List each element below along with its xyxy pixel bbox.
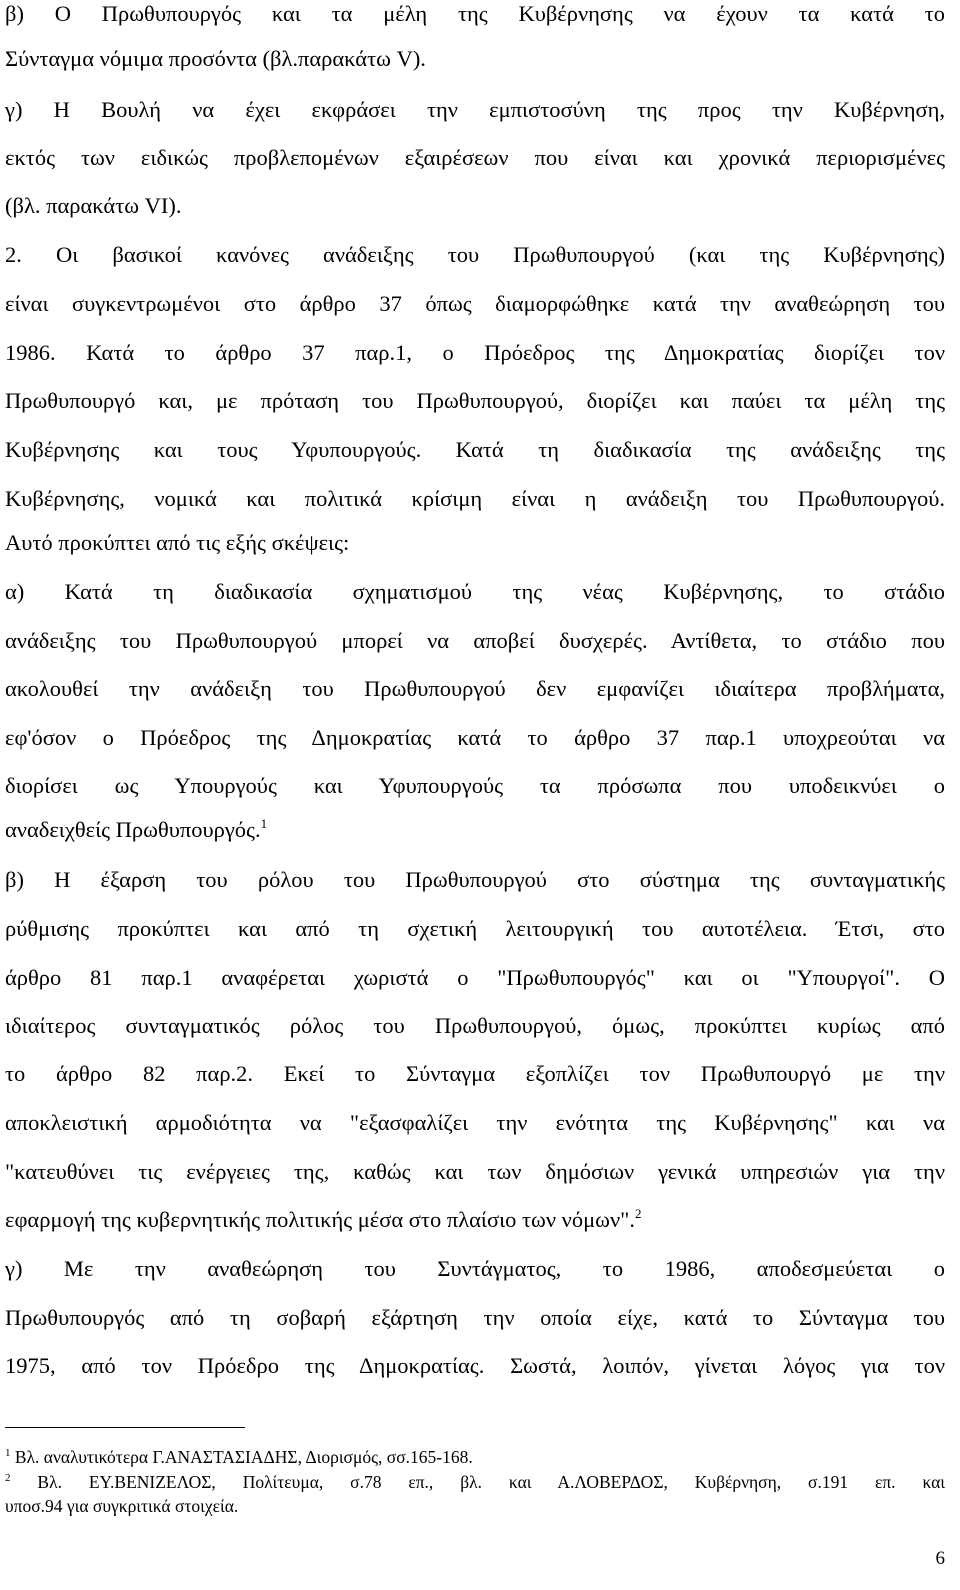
body-line: α) Κατά τη διαδικασία σχηματισμού της νέας Κυβέρνησης, το στάδιο	[5, 579, 945, 604]
footnote	[5, 1471, 945, 1493]
body-line: Αυτό προκύπτει από τις εξής σκέψεις:	[5, 530, 350, 555]
body-line: Κυβέρνησης, νομικά και πολιτικά κρίσιμη είναι η ανάδειξη του Πρωθυπουργού.	[5, 486, 945, 511]
footnote-text: Βλ. αναλυτικότερα Γ.ΑΝΑΣΤΑΣΙΑΔΗΣ, Διορισμός, σσ.165-168.	[14, 1447, 473, 1467]
body-line: 2. Οι βασικοί κανόνες ανάδειξης του Πρωθυπουργού (και της Κυβέρνησης)	[5, 242, 945, 267]
body-line: 1975, από τον Πρόεδρο της Δημοκρατίας. Σωστά, λοιπόν, γίνεται λόγος για τον	[5, 1353, 945, 1378]
footnote-text: Βλ. ΕΥ.ΒΕΝΙΖΕΛΟΣ, Πολίτευμα, σ.78 επ., βλ. και Α.ΛΟΒΕΡΔΟΣ, Κυβέρνηση, σ.191 επ. και	[37, 1472, 945, 1492]
footnote-mark: 1	[5, 1447, 11, 1459]
body-line: "κατευθύνει τις ενέργειες της, καθώς και των δημόσιων γενικά υπηρεσιών για την	[5, 1159, 945, 1184]
page-number: 6	[935, 1548, 945, 1569]
body-line: ανάδειξης του Πρωθυπουργού μπορεί να αποβεί δυσχερές. Αντίθετα, το στάδιο που	[5, 628, 945, 653]
body-line: εκτός των ειδικώς προβλεπομένων εξαιρέσεων που είναι και χρονικά περιορισμένες	[5, 145, 945, 170]
body-line: 1986. Κατά το άρθρο 37 παρ.1, ο Πρόεδρος της Δημοκρατίας διορίζει τον	[5, 340, 945, 365]
footnote-continuation: υποσ.94 για συγκριτικά στοιχεία.	[5, 1496, 239, 1516]
body-line: το άρθρο 82 παρ.2. Εκεί το Σύνταγμα εξοπλίζει τον Πρωθυπουργό με την	[5, 1061, 945, 1086]
body-line: εφ'όσον ο Πρόεδρος της Δημοκρατίας κατά το άρθρο 37 παρ.1 υποχρεούται να	[5, 725, 945, 750]
body-line-text: αναδειχθείς Πρωθυπουργός.	[5, 817, 261, 842]
body-line: άρθρο 81 παρ.1 αναφέρεται χωριστά ο "Πρωθυπουργός" και οι "Υπουργοί". Ο	[5, 965, 945, 990]
body-line: Πρωθυπουργός από τη σοβαρή εξάρτηση την οποία είχε, κατά το Σύνταγμα του	[5, 1305, 945, 1330]
footnote-separator	[5, 1427, 245, 1428]
body-line: ρύθμισης προκύπτει και από τη σχετική λειτουργική του αυτοτέλεια. Έτσι, στο	[5, 916, 945, 941]
body-line	[5, 816, 945, 844]
footnote-ref[interactable]: 2	[634, 1206, 642, 1221]
body-line	[5, 1206, 945, 1234]
body-line: β) Η έξαρση του ρόλου του Πρωθυπουργού στο σύστημα της συνταγματικής	[5, 867, 945, 892]
body-line: ιδιαίτερος συνταγματικός ρόλος του Πρωθυπουργού, όμως, προκύπτει κυρίως από	[5, 1013, 945, 1038]
body-line: διορίσει ως Υπουργούς και Υφυπουργούς τα πρόσωπα που υποδεικνύει ο	[5, 773, 945, 798]
body-line: γ) Η Βουλή να έχει εκφράσει την εμπιστοσύνη της προς την Κυβέρνηση,	[5, 97, 945, 122]
body-line: είναι συγκεντρωμένοι στο άρθρο 37 όπως διαμορφώθηκε κατά την αναθεώρηση του	[5, 291, 945, 316]
body-line: (βλ. παρακάτω VI).	[5, 193, 182, 218]
body-line: β) Ο Πρωθυπουργός και τα μέλη της Κυβέρνησης να έχουν τα κατά το	[5, 1, 945, 26]
body-line: γ) Με την αναθεώρηση του Συντάγματος, το 1986, αποδεσμεύεται ο	[5, 1256, 945, 1281]
body-line: Πρωθυπουργό και, με πρόταση του Πρωθυπουργού, διορίζει και παύει τα μέλη της	[5, 388, 945, 413]
body-line: Κυβέρνησης και τους Υφυπουργούς. Κατά τη διαδικασία της ανάδειξης της	[5, 437, 945, 462]
body-line: αποκλειστική αρμοδιότητα να "εξασφαλίζει την ενότητα της Κυβέρνησης" και να	[5, 1110, 945, 1135]
footnote-mark: 2	[5, 1472, 11, 1484]
footnote	[5, 1446, 945, 1468]
body-line-text: εφαρμογή της κυβερνητικής πολιτικής μέσα στο πλαίσιο των νόμων".	[5, 1207, 635, 1232]
body-line: ακολουθεί την ανάδειξη του Πρωθυπουργού δεν εμφανίζει ιδιαίτερα προβλήματα,	[5, 676, 945, 701]
footnote-ref[interactable]: 1	[260, 816, 268, 831]
body-line: Σύνταγμα νόμιμα προσόντα (βλ.παρακάτω V).	[5, 46, 426, 71]
